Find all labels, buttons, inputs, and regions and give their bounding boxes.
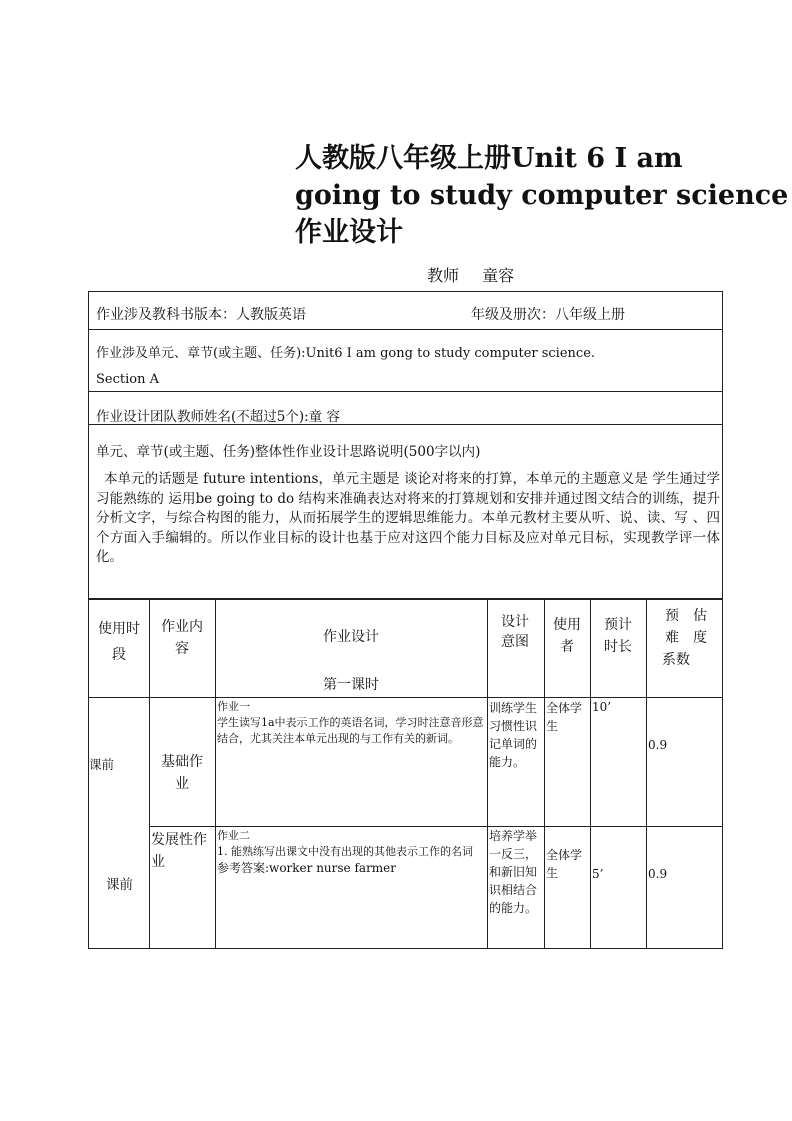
overall-design-title: 单元、章节(或主题、任务)整体性作业设计思路说明(500字以内) xyxy=(96,444,481,460)
row2-period: 课前 xyxy=(106,877,133,893)
row2-difficulty: 0.9 xyxy=(648,867,668,881)
header-lesson: 第一课时 xyxy=(323,677,379,693)
header-difficulty xyxy=(650,605,722,671)
row2-user: 全体学生 xyxy=(546,848,583,880)
title-line-1: 人教版八年级上册Unit 6 I am xyxy=(295,143,683,174)
row2-design-body: 1. 能熟练写出课文中没有出现的其他表示工作的名词 xyxy=(217,845,473,858)
row1-period: 课前 xyxy=(89,757,115,772)
row2-time: 5’ xyxy=(592,867,604,881)
row1-intent: 训练学生习惯性识记单词的能力。 xyxy=(489,701,538,769)
row1-design-title: 作业一 xyxy=(217,700,250,713)
row1-content: 基础作业 xyxy=(161,754,203,792)
overall-design-text: 本单元的话题是 future intentions，单元主题是 谈论对将来的打算，本单元的主题意义是 学生通过学习能熟练的 运用be going to do 结构来准确表达对将来的打算规划和安排并通过图文结合的训练，提升分析文字，与综合构图的能力，从而拓展学生的逻辑思维能力。本单元教材主要从听、说、读、写 、四个方面入手编辑的。所以作业目标的设计也基于应对这四个能力目标及应对单元目标，实现教学评一体化。 xyxy=(96,471,720,565)
row1-user: 全体学生 xyxy=(546,701,583,733)
header-user: 使用者 xyxy=(553,617,581,655)
header-design: 作业设计 xyxy=(323,629,379,645)
teacher-line xyxy=(427,263,514,286)
header-content: 作业内容 xyxy=(161,619,203,657)
header-difficulty-line-b: 难 度 xyxy=(665,630,707,646)
unit-line-1: 作业涉及单元、章节(或主题、任务):Unit6 I am gong to study computer science. xyxy=(96,346,596,361)
textbook-version: 作业涉及教科书版本：人教版英语 xyxy=(96,307,306,323)
teacher-label: 教师 xyxy=(427,266,460,285)
title-line-3: 作业设计 xyxy=(295,217,403,248)
header-difficulty-line-a: 预 估 xyxy=(665,608,707,624)
header-difficulty-line-c: 系数 xyxy=(662,652,690,668)
header-intent: 设计意图 xyxy=(501,614,529,650)
unit-line-2: Section A xyxy=(96,372,159,387)
row1-design xyxy=(217,699,485,747)
row1-design-body: 学生读写1a中表示工作的英语名词，学习时注意音形意结合，尤其关注本单元出现的与工作有关的新词。 xyxy=(217,716,484,745)
title-line-2: going to study computer science xyxy=(295,180,789,211)
document-title xyxy=(295,140,789,251)
row2-content: 发展性作业 xyxy=(151,832,207,870)
header-time: 预计时长 xyxy=(604,617,632,655)
row2-intent: 培养学举一反三，和新旧知识相结合的能力。 xyxy=(489,829,538,915)
header-period: 使用时段 xyxy=(98,621,140,663)
row2-design-title: 作业二 xyxy=(217,829,250,842)
row2-design-answer: 参考答案:worker nurse farmer xyxy=(217,861,397,875)
row1-time: 10’ xyxy=(592,700,612,714)
design-team: 作业设计团队教师姓名(不超过5个):童 容 xyxy=(96,409,340,425)
row2-design xyxy=(217,828,485,876)
row1-difficulty: 0.9 xyxy=(648,738,668,752)
grade-volume: 年级及册次：八年级上册 xyxy=(471,307,625,323)
teacher-name: 童容 xyxy=(482,266,515,285)
